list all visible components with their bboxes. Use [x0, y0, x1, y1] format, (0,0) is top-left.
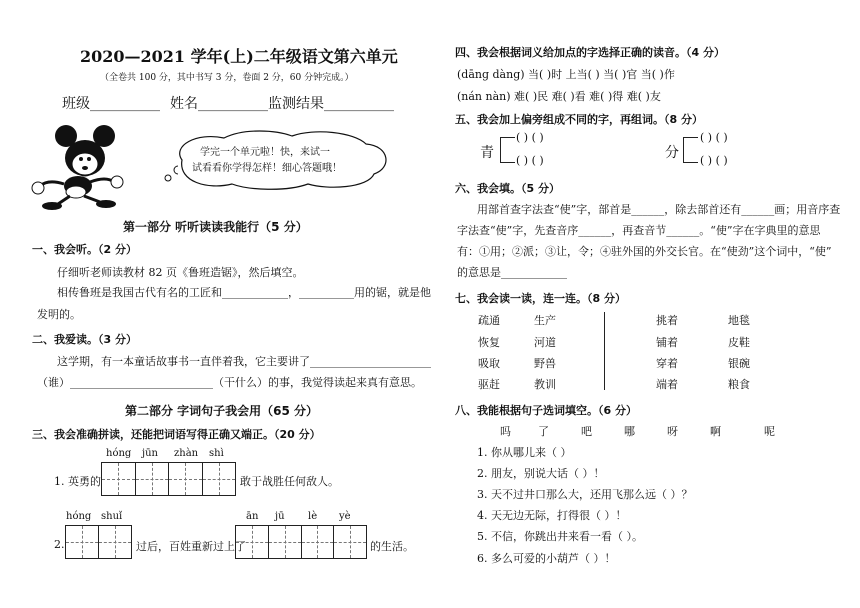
q7-word[interactable]: 粮食 [728, 378, 750, 391]
q7-word[interactable]: 生产 [534, 314, 556, 327]
name-field: 姓名__________ [170, 96, 268, 112]
q5-bracket-fen [683, 137, 698, 163]
q4-title: 四、我会根据词义给加点的字选择正确的读音。（4 分） [455, 46, 725, 59]
q8-word-option: 啊 [710, 425, 721, 438]
pinyin-le: lè [308, 511, 318, 522]
writing-grid-anju-leye[interactable] [235, 525, 367, 559]
bubble-line-2: 试看看你学得怎样！细心答题哦！ [192, 163, 342, 174]
page-title: 2020—2021 学年(上)二年级语文第六单元 [80, 47, 398, 66]
result-field: 监测结果__________ [268, 96, 394, 112]
q7-word[interactable]: 穿着 [656, 357, 678, 370]
pinyin-hong-2: hóng [66, 511, 92, 522]
pinyin-an: ān [246, 511, 259, 522]
q3-title: 三、我会准确拼读，还能把词语写得正确又端正。（20 分） [32, 428, 321, 441]
q1-line-2: 相传鲁班是我国古代有名的工匠和____________，__________用的锯，就是他 [57, 286, 431, 299]
q5-bracket-qing [500, 137, 515, 163]
q3-row1-prefix: 1. 英勇的 [54, 475, 101, 488]
q8-word-option: 哪 [624, 425, 635, 438]
q5-title: 五、我会加上偏旁组成不同的字，再组词。（8 分） [455, 113, 703, 126]
q6-line-2: 字法查“使”字，先查音序______，再查音节______。“使”字在字典里的意思 [457, 224, 821, 237]
q7-word[interactable]: 铺着 [656, 336, 678, 349]
q1-line-3: 发明的。 [37, 308, 81, 321]
q7-word[interactable]: 端着 [656, 378, 678, 391]
q7-word[interactable]: 银碗 [728, 357, 750, 370]
q8-item: 1. 你从哪儿来（ ） [477, 446, 572, 459]
part2-title: 第二部分 字词句子我会用（65 分） [125, 404, 319, 418]
pinyin-zhan: zhàn [174, 448, 199, 459]
q5-char-qing: 青 [480, 145, 494, 161]
class-field: 班级__________ [62, 96, 160, 112]
writing-grid-hongshui[interactable] [65, 525, 132, 559]
q3-row2-prefix: 2. [54, 538, 65, 551]
q5-fen-blank-2: ( ) ( ) [700, 154, 728, 167]
q8-word-option: 呢 [764, 425, 775, 438]
q5-char-fen: 分 [665, 145, 679, 161]
q7-word[interactable]: 皮鞋 [728, 336, 750, 349]
q7-word[interactable]: 挑着 [656, 314, 678, 327]
q7-word[interactable]: 疏通 [478, 314, 500, 327]
q3-row2-middle: 过后，百姓重新过上了 [136, 540, 246, 553]
q7-word[interactable]: 地毯 [728, 314, 750, 327]
q4-row-nan: (nán nàn) 难( )民 难( )看 难( )得 难( )友 [457, 90, 661, 103]
q7-title: 七、我会读一读，连一连。（8 分） [455, 292, 626, 305]
pinyin-shi: shì [209, 448, 224, 459]
bubble-line-1: 学完一个单元啦！快，来试一 [200, 147, 330, 158]
pinyin-ye: yè [339, 511, 351, 522]
q8-item: 4. 天无边无际，打得很（ ）！ [477, 509, 627, 522]
q8-word-option: 吗 [500, 425, 511, 438]
q7-word[interactable]: 恢复 [478, 336, 500, 349]
page-subtitle: （全卷共 100 分，其中书写 3 分，卷面 2 分，60 分钟完成。） [100, 73, 354, 83]
q6-line-3: 有：①用；②派；③让，令；④驻外国的外交长官。在“使劲”这个词中，“使” [457, 245, 832, 258]
q5-qing-blank-2: ( ) ( ) [516, 154, 544, 167]
q5-qing-blank-1: ( ) ( ) [516, 131, 544, 144]
q8-word-option: 吧 [581, 425, 592, 438]
q3-row2-suffix: 的生活。 [370, 540, 414, 553]
pinyin-hong: hóng [106, 448, 132, 459]
q7-divider [604, 312, 605, 390]
q8-title: 八、我能根据句子选词填空。（6 分） [455, 404, 637, 417]
q7-word[interactable]: 野兽 [534, 357, 556, 370]
q7-word[interactable]: 驱赶 [478, 378, 500, 391]
q7-word[interactable]: 吸取 [478, 357, 500, 370]
q8-item: 3. 天不过井口那么大，还用飞那么远（ ）？ [477, 488, 693, 501]
q8-word-option: 呀 [667, 425, 678, 438]
writing-grid-hongjun-zhanshi[interactable] [101, 462, 236, 496]
q8-word-option: 了 [538, 425, 549, 438]
q8-item: 5. 不信，你跳出井来看一看（ ）。 [477, 530, 643, 543]
q2-title: 二、我爱读。（3 分） [32, 333, 137, 346]
q2-line-2: （谁）__________________________（干什么）的事，我觉得读起来真有意思。 [37, 376, 422, 389]
pinyin-jun: jūn [142, 448, 158, 459]
q8-item: 2. 朋友，别说大话（ ）！ [477, 467, 605, 480]
q6-title: 六、我会填。（5 分） [455, 182, 560, 195]
q7-word[interactable]: 河道 [534, 336, 556, 349]
mickey-illustration [18, 124, 178, 210]
q5-fen-blank-1: ( ) ( ) [700, 131, 728, 144]
q1-title: 一、我会听。（2 分） [32, 243, 137, 256]
part1-title: 第一部分 听听读读我能行（5 分） [123, 220, 308, 234]
pinyin-ju: jū [275, 511, 285, 522]
pinyin-shui: shuǐ [101, 511, 123, 522]
q6-line-1: 用部首查字法查“使”字，部首是______，除去部首还有______画；用音序查 [477, 203, 841, 216]
q6-line-4: 的意思是____________ [457, 266, 567, 279]
q7-word[interactable]: 教训 [534, 378, 556, 391]
q4-row-dang: (dāng dàng) 当( )时 上当( ) 当( )官 当( )作 [457, 68, 675, 81]
q1-line-1: 仔细听老师读教材 82 页《鲁班造锯》，然后填空。 [57, 266, 304, 279]
q2-line-1: 这学期，有一本童话故事书一直伴着我，它主要讲了______________________ [57, 355, 431, 368]
q8-item: 6. 多么可爱的小葫芦（ ）！ [477, 552, 616, 565]
q3-row1-suffix: 敢于战胜任何敌人。 [240, 475, 339, 488]
